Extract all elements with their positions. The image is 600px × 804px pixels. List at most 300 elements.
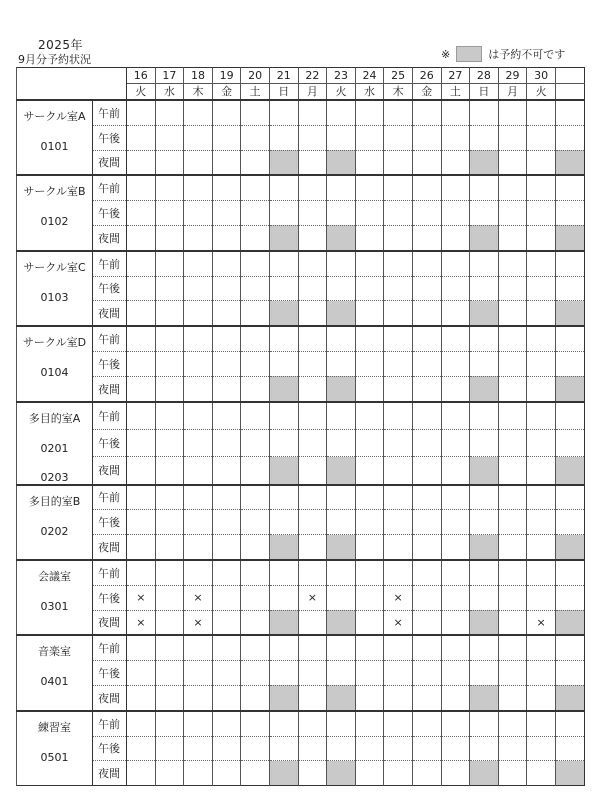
reservation-cell[interactable] [184, 711, 213, 736]
reservation-cell[interactable] [241, 301, 270, 326]
reservation-cell[interactable] [355, 510, 384, 535]
reservation-cell[interactable] [212, 560, 241, 585]
reservation-cell[interactable] [498, 485, 527, 510]
reservation-cell[interactable] [327, 585, 356, 610]
reservation-cell[interactable] [298, 535, 327, 560]
reservation-cell[interactable] [298, 150, 327, 175]
reservation-cell[interactable] [269, 560, 298, 585]
reservation-cell[interactable] [298, 326, 327, 351]
reservation-cell[interactable] [412, 585, 441, 610]
reservation-cell[interactable] [498, 585, 527, 610]
reservation-cell[interactable] [441, 150, 470, 175]
reservation-cell[interactable] [298, 711, 327, 736]
reservation-cell[interactable] [327, 510, 356, 535]
reservation-cell[interactable] [470, 736, 499, 761]
reservation-cell[interactable] [555, 485, 584, 510]
reservation-cell[interactable] [241, 276, 270, 301]
reservation-cell[interactable] [241, 326, 270, 351]
reservation-cell[interactable] [241, 585, 270, 610]
reservation-cell[interactable] [384, 326, 413, 351]
reservation-cell[interactable] [412, 661, 441, 686]
reservation-cell[interactable] [355, 376, 384, 401]
booked-cell[interactable]: × [184, 585, 213, 610]
reservation-cell[interactable] [498, 301, 527, 326]
reservation-cell[interactable] [470, 175, 499, 200]
reservation-cell[interactable] [470, 326, 499, 351]
reservation-cell[interactable] [498, 736, 527, 761]
reservation-cell[interactable] [441, 225, 470, 250]
reservation-cell[interactable] [269, 402, 298, 430]
reservation-cell[interactable] [127, 351, 156, 376]
reservation-cell[interactable] [527, 560, 556, 585]
reservation-cell[interactable] [298, 510, 327, 535]
reservation-cell[interactable] [127, 225, 156, 250]
reservation-cell[interactable] [555, 276, 584, 301]
reservation-cell[interactable] [527, 485, 556, 510]
reservation-cell[interactable] [498, 100, 527, 125]
reservation-cell[interactable] [184, 326, 213, 351]
reservation-cell[interactable] [555, 560, 584, 585]
reservation-cell[interactable] [241, 761, 270, 786]
reservation-cell[interactable] [184, 560, 213, 585]
reservation-cell[interactable] [212, 225, 241, 250]
reservation-cell[interactable] [212, 635, 241, 660]
reservation-cell[interactable] [155, 635, 184, 660]
reservation-cell[interactable] [298, 685, 327, 710]
reservation-cell[interactable] [241, 175, 270, 200]
reservation-cell[interactable] [269, 201, 298, 226]
reservation-cell[interactable] [298, 761, 327, 786]
reservation-cell[interactable] [327, 560, 356, 585]
reservation-cell[interactable] [241, 661, 270, 686]
reservation-cell[interactable] [298, 100, 327, 125]
reservation-cell[interactable] [269, 175, 298, 200]
reservation-cell[interactable] [355, 485, 384, 510]
reservation-cell[interactable] [127, 201, 156, 226]
reservation-cell[interactable] [412, 125, 441, 150]
reservation-cell[interactable] [269, 351, 298, 376]
reservation-cell[interactable] [355, 429, 384, 456]
reservation-cell[interactable] [241, 635, 270, 660]
reservation-cell[interactable] [155, 510, 184, 535]
reservation-cell[interactable] [355, 685, 384, 710]
reservation-cell[interactable] [441, 326, 470, 351]
reservation-cell[interactable] [212, 585, 241, 610]
reservation-cell[interactable] [155, 560, 184, 585]
reservation-cell[interactable] [498, 685, 527, 710]
reservation-cell[interactable] [470, 560, 499, 585]
reservation-cell[interactable] [155, 301, 184, 326]
reservation-cell[interactable] [498, 326, 527, 351]
reservation-cell[interactable] [184, 535, 213, 560]
reservation-cell[interactable] [384, 150, 413, 175]
reservation-cell[interactable] [355, 661, 384, 686]
reservation-cell[interactable] [327, 711, 356, 736]
reservation-cell[interactable] [555, 711, 584, 736]
reservation-cell[interactable] [412, 251, 441, 276]
reservation-cell[interactable] [212, 610, 241, 635]
reservation-cell[interactable] [212, 201, 241, 226]
reservation-cell[interactable] [184, 376, 213, 401]
reservation-cell[interactable] [527, 761, 556, 786]
reservation-cell[interactable] [298, 635, 327, 660]
reservation-cell[interactable] [298, 301, 327, 326]
reservation-cell[interactable] [241, 510, 270, 535]
reservation-cell[interactable] [155, 276, 184, 301]
reservation-cell[interactable] [441, 125, 470, 150]
reservation-cell[interactable] [412, 301, 441, 326]
reservation-cell[interactable] [470, 661, 499, 686]
reservation-cell[interactable] [527, 510, 556, 535]
reservation-cell[interactable] [184, 150, 213, 175]
reservation-cell[interactable] [327, 661, 356, 686]
reservation-cell[interactable] [327, 485, 356, 510]
reservation-cell[interactable] [269, 736, 298, 761]
reservation-cell[interactable] [298, 251, 327, 276]
reservation-cell[interactable] [155, 125, 184, 150]
booked-cell[interactable]: × [127, 585, 156, 610]
reservation-cell[interactable] [269, 661, 298, 686]
reservation-cell[interactable] [127, 150, 156, 175]
reservation-cell[interactable] [241, 736, 270, 761]
reservation-cell[interactable] [298, 125, 327, 150]
reservation-cell[interactable] [470, 351, 499, 376]
reservation-cell[interactable] [127, 535, 156, 560]
reservation-cell[interactable] [441, 251, 470, 276]
reservation-cell[interactable] [327, 251, 356, 276]
reservation-cell[interactable] [498, 457, 527, 485]
reservation-cell[interactable] [412, 761, 441, 786]
reservation-cell[interactable] [441, 485, 470, 510]
reservation-cell[interactable] [212, 326, 241, 351]
reservation-cell[interactable] [327, 351, 356, 376]
reservation-cell[interactable] [527, 100, 556, 125]
reservation-cell[interactable] [527, 457, 556, 485]
reservation-cell[interactable] [327, 326, 356, 351]
reservation-cell[interactable] [184, 276, 213, 301]
reservation-cell[interactable] [555, 175, 584, 200]
reservation-cell[interactable] [327, 402, 356, 430]
reservation-cell[interactable] [327, 201, 356, 226]
reservation-cell[interactable] [555, 635, 584, 660]
reservation-cell[interactable] [412, 510, 441, 535]
reservation-cell[interactable] [441, 736, 470, 761]
reservation-cell[interactable] [441, 635, 470, 660]
reservation-cell[interactable] [412, 225, 441, 250]
reservation-cell[interactable] [527, 736, 556, 761]
reservation-cell[interactable] [269, 251, 298, 276]
reservation-cell[interactable] [155, 376, 184, 401]
reservation-cell[interactable] [241, 457, 270, 485]
reservation-cell[interactable] [184, 251, 213, 276]
reservation-cell[interactable] [555, 100, 584, 125]
reservation-cell[interactable] [355, 736, 384, 761]
reservation-cell[interactable] [498, 175, 527, 200]
reservation-cell[interactable] [527, 376, 556, 401]
reservation-cell[interactable] [212, 150, 241, 175]
reservation-cell[interactable] [212, 736, 241, 761]
reservation-cell[interactable] [555, 125, 584, 150]
reservation-cell[interactable] [184, 402, 213, 430]
reservation-cell[interactable] [527, 175, 556, 200]
reservation-cell[interactable] [441, 585, 470, 610]
reservation-cell[interactable] [212, 276, 241, 301]
reservation-cell[interactable] [127, 100, 156, 125]
reservation-cell[interactable] [412, 485, 441, 510]
reservation-cell[interactable] [212, 711, 241, 736]
reservation-cell[interactable] [212, 485, 241, 510]
reservation-cell[interactable] [184, 761, 213, 786]
booked-cell[interactable]: × [384, 585, 413, 610]
reservation-cell[interactable] [527, 351, 556, 376]
reservation-cell[interactable] [441, 175, 470, 200]
reservation-cell[interactable] [441, 351, 470, 376]
reservation-cell[interactable] [412, 100, 441, 125]
reservation-cell[interactable] [384, 125, 413, 150]
reservation-cell[interactable] [241, 485, 270, 510]
reservation-cell[interactable] [355, 201, 384, 226]
reservation-cell[interactable] [470, 402, 499, 430]
reservation-cell[interactable] [212, 661, 241, 686]
reservation-cell[interactable] [527, 585, 556, 610]
reservation-cell[interactable] [127, 761, 156, 786]
reservation-cell[interactable] [212, 351, 241, 376]
booked-cell[interactable]: × [298, 585, 327, 610]
reservation-cell[interactable] [269, 125, 298, 150]
reservation-cell[interactable] [241, 351, 270, 376]
reservation-cell[interactable] [212, 457, 241, 485]
reservation-cell[interactable] [384, 457, 413, 485]
reservation-cell[interactable] [384, 276, 413, 301]
reservation-cell[interactable] [355, 351, 384, 376]
reservation-cell[interactable] [155, 429, 184, 456]
reservation-cell[interactable] [555, 736, 584, 761]
reservation-cell[interactable] [412, 351, 441, 376]
reservation-cell[interactable] [441, 201, 470, 226]
reservation-cell[interactable] [127, 301, 156, 326]
reservation-cell[interactable] [184, 100, 213, 125]
reservation-cell[interactable] [298, 485, 327, 510]
reservation-cell[interactable] [384, 351, 413, 376]
reservation-cell[interactable] [184, 661, 213, 686]
reservation-cell[interactable] [527, 429, 556, 456]
reservation-cell[interactable] [155, 610, 184, 635]
reservation-cell[interactable] [498, 560, 527, 585]
reservation-cell[interactable] [127, 711, 156, 736]
reservation-cell[interactable] [470, 100, 499, 125]
reservation-cell[interactable] [555, 251, 584, 276]
reservation-cell[interactable] [498, 635, 527, 660]
reservation-cell[interactable] [298, 610, 327, 635]
reservation-cell[interactable] [498, 201, 527, 226]
reservation-cell[interactable] [555, 429, 584, 456]
booked-cell[interactable]: × [527, 610, 556, 635]
reservation-cell[interactable] [498, 661, 527, 686]
reservation-cell[interactable] [498, 510, 527, 535]
reservation-cell[interactable] [327, 100, 356, 125]
reservation-cell[interactable] [155, 736, 184, 761]
reservation-cell[interactable] [355, 402, 384, 430]
reservation-cell[interactable] [155, 100, 184, 125]
reservation-cell[interactable] [355, 585, 384, 610]
reservation-cell[interactable] [384, 402, 413, 430]
reservation-cell[interactable] [269, 326, 298, 351]
reservation-cell[interactable] [527, 276, 556, 301]
reservation-cell[interactable] [184, 685, 213, 710]
reservation-cell[interactable] [384, 251, 413, 276]
reservation-cell[interactable] [355, 100, 384, 125]
reservation-cell[interactable] [441, 510, 470, 535]
reservation-cell[interactable] [384, 429, 413, 456]
reservation-cell[interactable] [212, 402, 241, 430]
reservation-cell[interactable] [127, 510, 156, 535]
reservation-cell[interactable] [184, 175, 213, 200]
reservation-cell[interactable] [555, 326, 584, 351]
reservation-cell[interactable] [298, 429, 327, 456]
reservation-cell[interactable] [127, 685, 156, 710]
reservation-cell[interactable] [155, 201, 184, 226]
reservation-cell[interactable] [298, 457, 327, 485]
reservation-cell[interactable] [384, 761, 413, 786]
reservation-cell[interactable] [269, 429, 298, 456]
reservation-cell[interactable] [155, 711, 184, 736]
reservation-cell[interactable] [470, 429, 499, 456]
reservation-cell[interactable] [155, 457, 184, 485]
reservation-cell[interactable] [184, 736, 213, 761]
reservation-cell[interactable] [441, 376, 470, 401]
reservation-cell[interactable] [212, 761, 241, 786]
reservation-cell[interactable] [412, 635, 441, 660]
reservation-cell[interactable] [355, 125, 384, 150]
reservation-cell[interactable] [441, 560, 470, 585]
reservation-cell[interactable] [184, 635, 213, 660]
reservation-cell[interactable] [155, 685, 184, 710]
reservation-cell[interactable] [527, 251, 556, 276]
reservation-cell[interactable] [470, 251, 499, 276]
reservation-cell[interactable] [441, 276, 470, 301]
reservation-cell[interactable] [555, 510, 584, 535]
reservation-cell[interactable] [412, 535, 441, 560]
reservation-cell[interactable] [155, 175, 184, 200]
reservation-cell[interactable] [527, 326, 556, 351]
reservation-cell[interactable] [527, 150, 556, 175]
reservation-cell[interactable] [241, 100, 270, 125]
reservation-cell[interactable] [412, 175, 441, 200]
reservation-cell[interactable] [355, 711, 384, 736]
reservation-cell[interactable] [412, 376, 441, 401]
reservation-cell[interactable] [127, 376, 156, 401]
reservation-cell[interactable] [155, 225, 184, 250]
reservation-cell[interactable] [412, 610, 441, 635]
reservation-cell[interactable] [384, 175, 413, 200]
reservation-cell[interactable] [184, 225, 213, 250]
reservation-cell[interactable] [527, 535, 556, 560]
reservation-cell[interactable] [355, 225, 384, 250]
reservation-cell[interactable] [355, 560, 384, 585]
reservation-cell[interactable] [155, 485, 184, 510]
reservation-cell[interactable] [298, 402, 327, 430]
reservation-cell[interactable] [441, 301, 470, 326]
reservation-cell[interactable] [184, 201, 213, 226]
reservation-cell[interactable] [298, 376, 327, 401]
reservation-cell[interactable] [412, 429, 441, 456]
reservation-cell[interactable] [555, 585, 584, 610]
reservation-cell[interactable] [212, 175, 241, 200]
reservation-cell[interactable] [527, 402, 556, 430]
reservation-cell[interactable] [384, 635, 413, 660]
reservation-cell[interactable] [527, 661, 556, 686]
reservation-cell[interactable] [470, 125, 499, 150]
reservation-cell[interactable] [327, 429, 356, 456]
reservation-cell[interactable] [184, 485, 213, 510]
reservation-cell[interactable] [127, 485, 156, 510]
reservation-cell[interactable] [498, 351, 527, 376]
reservation-cell[interactable] [155, 251, 184, 276]
reservation-cell[interactable] [155, 351, 184, 376]
reservation-cell[interactable] [355, 150, 384, 175]
reservation-cell[interactable] [241, 150, 270, 175]
reservation-cell[interactable] [384, 376, 413, 401]
reservation-cell[interactable] [527, 711, 556, 736]
reservation-cell[interactable] [441, 100, 470, 125]
reservation-cell[interactable] [498, 535, 527, 560]
reservation-cell[interactable] [498, 610, 527, 635]
reservation-cell[interactable] [298, 351, 327, 376]
reservation-cell[interactable] [470, 510, 499, 535]
reservation-cell[interactable] [412, 201, 441, 226]
reservation-cell[interactable] [241, 711, 270, 736]
booked-cell[interactable]: × [127, 610, 156, 635]
reservation-cell[interactable] [298, 201, 327, 226]
reservation-cell[interactable] [384, 685, 413, 710]
reservation-cell[interactable] [441, 429, 470, 456]
reservation-cell[interactable] [384, 736, 413, 761]
reservation-cell[interactable] [127, 251, 156, 276]
reservation-cell[interactable] [241, 402, 270, 430]
reservation-cell[interactable] [498, 125, 527, 150]
reservation-cell[interactable] [327, 736, 356, 761]
reservation-cell[interactable] [412, 276, 441, 301]
reservation-cell[interactable] [127, 175, 156, 200]
reservation-cell[interactable] [498, 225, 527, 250]
reservation-cell[interactable] [155, 402, 184, 430]
reservation-cell[interactable] [527, 685, 556, 710]
reservation-cell[interactable] [355, 761, 384, 786]
reservation-cell[interactable] [498, 761, 527, 786]
reservation-cell[interactable] [269, 485, 298, 510]
reservation-cell[interactable] [269, 510, 298, 535]
reservation-cell[interactable] [269, 100, 298, 125]
reservation-cell[interactable] [384, 100, 413, 125]
reservation-cell[interactable] [498, 276, 527, 301]
reservation-cell[interactable] [327, 125, 356, 150]
reservation-cell[interactable] [212, 125, 241, 150]
reservation-cell[interactable] [555, 661, 584, 686]
reservation-cell[interactable] [498, 251, 527, 276]
reservation-cell[interactable] [412, 685, 441, 710]
reservation-cell[interactable] [184, 125, 213, 150]
reservation-cell[interactable] [327, 175, 356, 200]
reservation-cell[interactable] [355, 326, 384, 351]
reservation-cell[interactable] [327, 276, 356, 301]
reservation-cell[interactable] [184, 429, 213, 456]
reservation-cell[interactable] [155, 535, 184, 560]
reservation-cell[interactable] [498, 429, 527, 456]
reservation-cell[interactable] [384, 560, 413, 585]
reservation-cell[interactable] [155, 150, 184, 175]
reservation-cell[interactable] [127, 429, 156, 456]
reservation-cell[interactable] [184, 351, 213, 376]
